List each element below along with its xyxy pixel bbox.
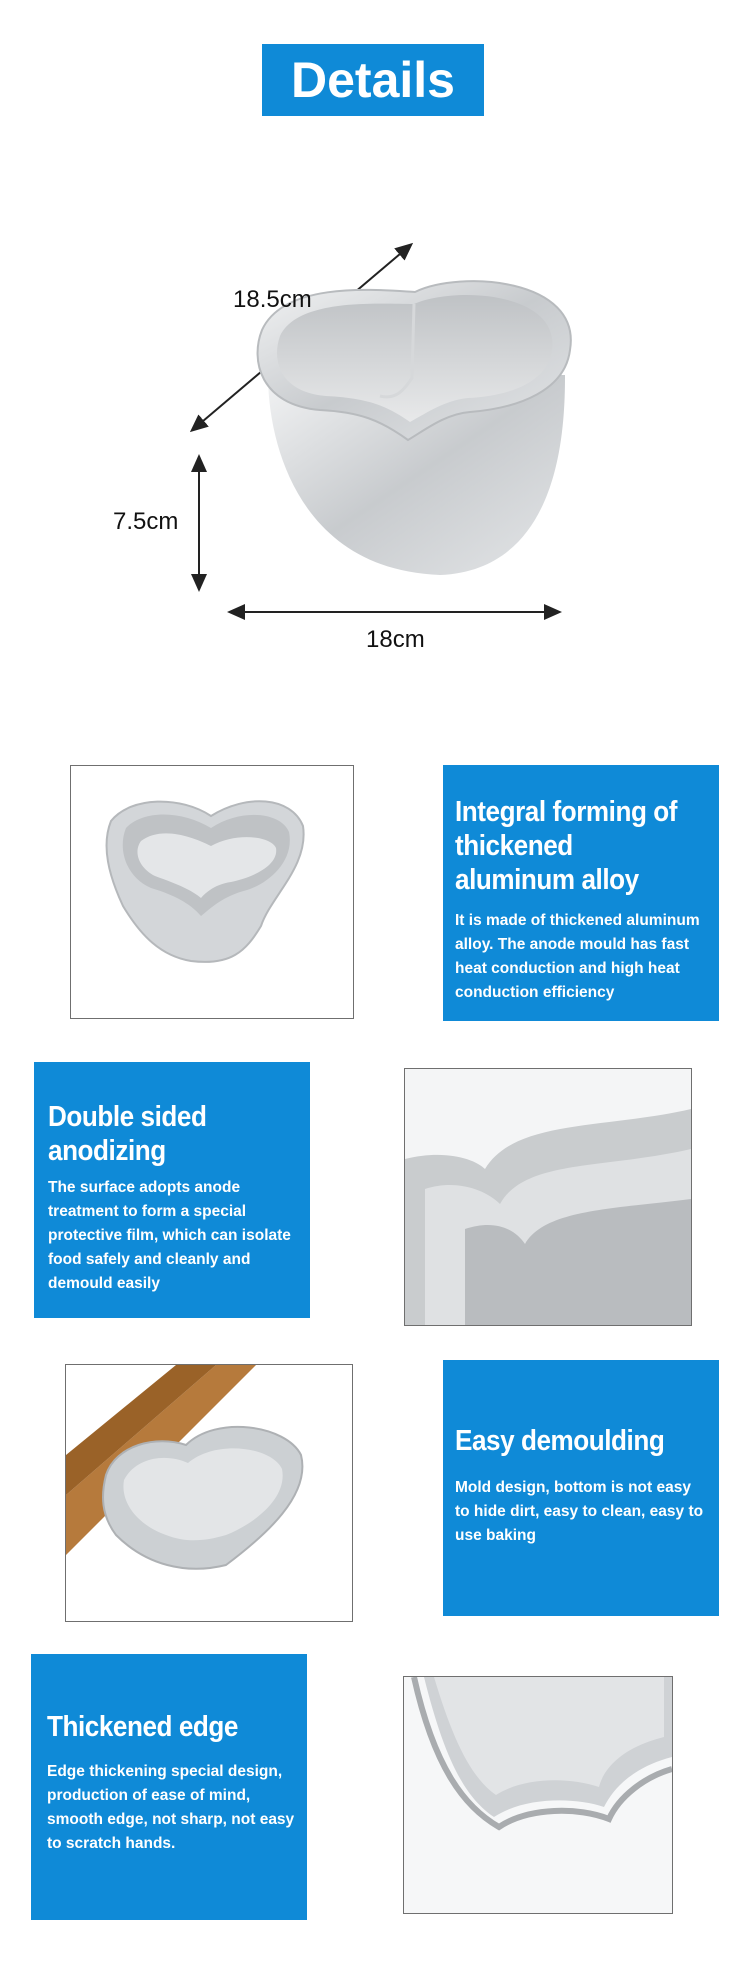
product-photo-edge	[403, 1676, 673, 1914]
heart-pan-dimension-illustration	[0, 200, 750, 680]
feature-title-4: Thickened edge	[47, 1711, 238, 1743]
feature-panel-2	[34, 1062, 310, 1318]
dimension-height-label: 7.5cm	[113, 508, 179, 535]
feature-description-4: Edge thickening special design, production of ease of mind, smooth edge, not sharp, not easy to scratch hands.	[47, 1763, 295, 1852]
page-title: Details	[262, 44, 484, 116]
feature-description-3: Mold design, bottom is not easy to hide dirt, easy to clean, easy to use baking	[455, 1479, 704, 1544]
feature-title-1: Integral forming of thickened aluminum alloy	[455, 796, 678, 896]
product-photo-front	[70, 765, 354, 1019]
feature-description-1: It is made of thickened aluminum alloy. The anode mould has fast heat conduction and high heat conduction efficiency	[455, 912, 700, 1001]
dimension-diagonal-label: 18.5cm	[233, 286, 312, 313]
feature-panel-4	[31, 1654, 307, 1920]
product-photo-closeup	[404, 1068, 692, 1326]
feature-panel-1	[443, 765, 719, 1021]
product-photo-on-board	[65, 1364, 353, 1622]
dimension-diagram	[0, 200, 750, 680]
feature-title-2: Double sided anodizing	[48, 1101, 207, 1167]
dimension-width-label: 18cm	[366, 626, 425, 653]
feature-description-2: The surface adopts anode treatment to form a special protective film, which can isolate food safely and cleanly and demould easily	[48, 1179, 291, 1292]
feature-title-3: Easy demoulding	[455, 1425, 665, 1457]
feature-panel-3	[443, 1360, 719, 1616]
